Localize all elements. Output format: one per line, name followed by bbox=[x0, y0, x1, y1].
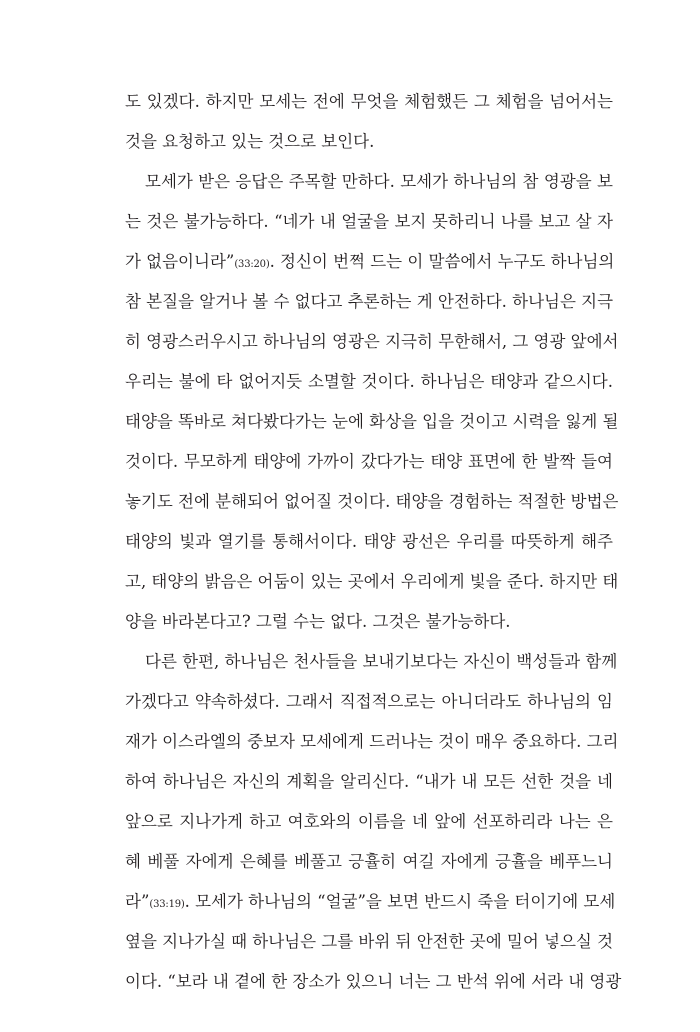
text-line: 참 본질을 알거나 볼 수 없다고 추론하는 게 안전하다. 하나님은 지극 bbox=[125, 292, 614, 311]
text-line: 가겠다고 약속하셨다. 그래서 직접적으로는 아니더라도 하나님의 임 bbox=[125, 692, 613, 711]
paragraph-start-line: 다른 한편, 하나님은 천사들을 보내기보다는 자신이 백성들과 함께 bbox=[145, 652, 618, 671]
text-line: 이다. “보라 내 곁에 한 장소가 있으니 너는 그 반석 위에 서라 내 영광 bbox=[125, 972, 622, 991]
text-line: 것을 요청하고 있는 것으로 보인다. bbox=[125, 132, 375, 151]
text-line bbox=[125, 882, 616, 922]
text-line: 태양을 똑바로 쳐다봤다가는 눈에 화상을 입을 것이고 시력을 잃게 될 bbox=[125, 412, 619, 431]
text-line: 우리는 불에 타 없어지듯 소멸할 것이다. 하나님은 태양과 같으시다. bbox=[125, 372, 613, 391]
text-line: 양을 바라본다고? 그럴 수는 없다. 그것은 불가능하다. bbox=[125, 612, 511, 631]
text-line: 고, 태양의 밝음은 어둠이 있는 곳에서 우리에게 빛을 준다. 하지만 태 bbox=[125, 572, 619, 591]
text-line-part: 가 없음이니라” bbox=[125, 252, 235, 271]
paragraph-start-line: 모세가 받은 응답은 주목할 만하다. 모세가 하나님의 참 영광을 보 bbox=[145, 172, 613, 191]
text-line bbox=[125, 242, 613, 282]
text-line: 놓기도 전에 분해되어 없어질 것이다. 태양을 경험하는 적절한 방법은 bbox=[125, 492, 619, 511]
scripture-reference: (33:19) bbox=[149, 899, 185, 910]
text-line: 재가 이스라엘의 중보자 모세에게 드러나는 것이 매우 중요하다. 그리 bbox=[125, 732, 619, 751]
text-line-part: . 정신이 번쩍 드는 이 말씀에서 누구도 하나님의 bbox=[269, 252, 615, 271]
text-line: 앞으로 지나가게 하고 여호와의 이름을 네 앞에 선포하리라 나는 은 bbox=[125, 812, 613, 831]
text-line: 는 것은 불가능하다. “네가 내 얼굴을 보지 못하리니 나를 보고 살 자 bbox=[125, 212, 613, 231]
scripture-reference: (33:20) bbox=[234, 259, 270, 270]
text-line: 하여 하나님은 자신의 계획을 알리신다. “내가 내 모든 선한 것을 네 bbox=[125, 772, 613, 791]
text-line: 옆을 지나가실 때 하나님은 그를 바위 뒤 안전한 곳에 밀어 넣으실 것 bbox=[125, 932, 614, 951]
text-line-part: 라” bbox=[125, 892, 150, 911]
text-line: 것이다. 무모하게 태양에 가까이 갔다가는 태양 표면에 한 발짝 들여 bbox=[125, 452, 613, 471]
text-line: 히 영광스러우시고 하나님의 영광은 지극히 무한해서, 그 영광 앞에서 bbox=[125, 332, 619, 351]
text-line: 혜 베풀 자에게 은혜를 베풀고 긍휼히 여길 자에게 긍휼을 베푸느니 bbox=[125, 852, 613, 871]
text-line-part: . 모세가 하나님의 “얼굴”을 보면 반드시 죽을 터이기에 모세 bbox=[184, 892, 616, 911]
text-line: 태양의 빛과 열기를 통해서이다. 태양 광선은 우리를 따뜻하게 해주 bbox=[125, 532, 613, 551]
text-line: 도 있겠다. 하지만 모세는 전에 무엇을 체험했든 그 체험을 넘어서는 bbox=[125, 92, 613, 111]
